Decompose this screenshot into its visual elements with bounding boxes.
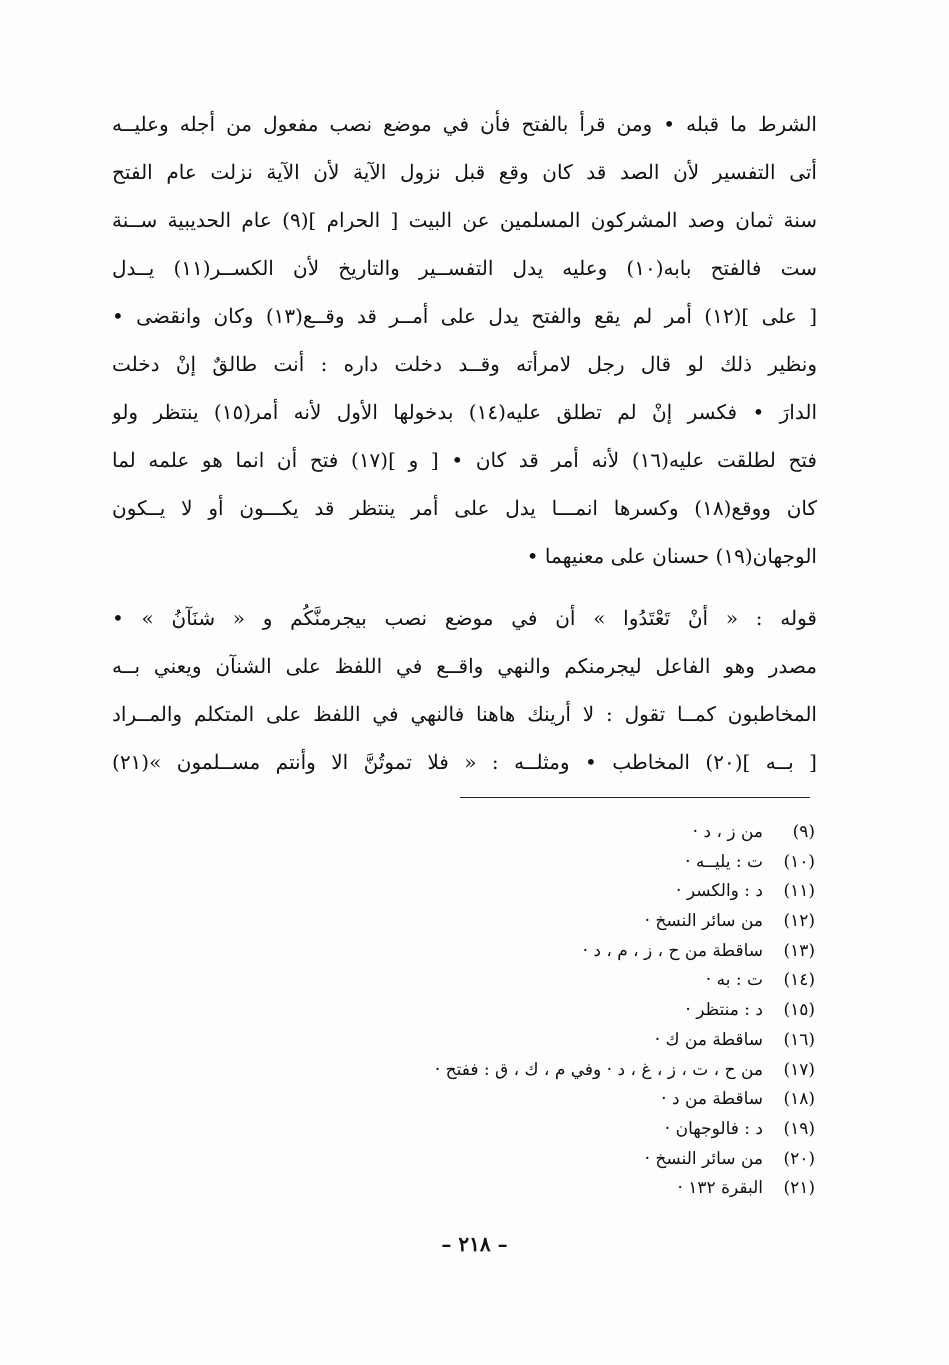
text-line: قوله : « أنْ تَعْتَدُوا » أن في موضع نصب بيجرمنَّكُم و « شنَآنُ » •: [112, 606, 817, 630]
footnote-number: (٢٠): [783, 1148, 815, 1169]
footnote-number: (١٩): [783, 1118, 815, 1139]
footnote-number: (١١): [783, 881, 815, 902]
text-line: فتح لطلقت عليه(١٦) لأنه أمر قد كان • [ و ](١٧) فتح أن انما هو علمه لما: [112, 448, 817, 472]
footnote-number: (١٦): [783, 1029, 815, 1050]
text-line: مصدر وهو الفاعل ليجرمنكم والنهي واقــع في اللفظ على الشنآن ويعني بــه: [112, 654, 817, 678]
text-line: الشرط ما قبله • ومن قرأ بالفتح فأن في موضع نصب مفعول من أجله وعليــه: [112, 112, 817, 136]
footnote-number: (١٣): [783, 940, 815, 961]
footnote-text: من ز ، د ·: [692, 822, 763, 842]
footnote-number: (١٢): [783, 911, 815, 932]
footnote-number: (٢١): [783, 1178, 815, 1199]
footnote: [255, 966, 815, 996]
footnote-number: (٩): [792, 822, 815, 842]
footnote: [255, 818, 815, 848]
footnote-text: ت : يليــه ·: [685, 851, 763, 872]
footnote: [255, 1145, 815, 1175]
text-line: سنة ثمان وصد المشركون المسلمين عن البيت [ الحرام ](٩) عام الحديبية ســنة: [112, 208, 817, 232]
footnote-text: ت : به ·: [705, 970, 763, 991]
footnote: [255, 877, 815, 907]
footnotes: [255, 818, 815, 1204]
footnote: [255, 1085, 815, 1115]
footnote: [255, 1174, 815, 1204]
main-text: [112, 100, 817, 786]
footnote: [255, 937, 815, 967]
page-number: – ٢١٨ –: [441, 1232, 508, 1256]
footnote-text: د : منتظر ·: [685, 1000, 763, 1021]
text-line: الوجهان(١٩) حسنان على معنيهما •: [526, 544, 817, 568]
text-line: [ على ](١٢) أمر لم يقع والفتح يدل على أمــر قد وقــع(١٣) وكان وانقضى •: [112, 304, 817, 328]
footnote-number: (١٤): [783, 970, 815, 991]
text-line: الدارَ • فكسر إنْ لم تطلق عليه(١٤) بدخولها الأول لأنه أمر(١٥) ينتظر ولو: [112, 400, 817, 424]
footnote-text: من سائر النسخ ·: [644, 911, 763, 932]
footnote: [255, 907, 815, 937]
footnote-text: ساقطة من د ·: [661, 1089, 763, 1110]
footnote-text: د : فالوجهان ·: [664, 1118, 763, 1139]
footnote-divider: [460, 797, 810, 798]
footnote-text: من سائر النسخ ·: [644, 1148, 763, 1169]
text-line: أتى التفسير لأن الصد قد كان وقع قبل نزول الآية لأن الآية نزلت عام الفتح: [112, 160, 817, 184]
text-line: ست فالفتح بابه(١٠) وعليه يدل التفســير والتاريخ لأن الكســر(١١) يــدل: [112, 256, 817, 280]
text-line: المخاطبون كمــا تقول : لا أرينك هاهنا فالنهي في اللفظ على المتكلم والمــراد: [112, 702, 817, 726]
footnote-number: (١٥): [783, 1000, 815, 1021]
text-line: [ بــه ](٢٠) المخاطب • ومثلــه : « فلا تموتُنَّ الا وأنتم مســلمون »(٢١): [112, 750, 817, 774]
footnote: [255, 1056, 815, 1086]
footnote: [255, 1115, 815, 1145]
text-line: كان ووقع(١٨) وكسرها انمـــا يدل على أمر ينتظر قد يكـــون أو لا يــكون: [112, 496, 817, 520]
footnote-text: ساقطة من ح ، ز ، م ، د ·: [582, 940, 763, 961]
footnote-text: ساقطة من ك ·: [654, 1029, 763, 1050]
footnote: [255, 1026, 815, 1056]
footnote-text: من ح ، ت ، ز ، غ ، د · وفي م ، ك ، ق : ففتح ·: [434, 1059, 763, 1080]
footnote: [255, 848, 815, 878]
footnote-text: د : والكسر ·: [676, 881, 763, 902]
footnote-number: (١٠): [783, 851, 815, 872]
footnote-number: (١٨): [783, 1089, 815, 1110]
footnote: [255, 996, 815, 1026]
text-line: ونظير ذلك لو قال رجل لامرأته وقــد دخلت داره : أنت طالقٌ إنْ دخلت: [112, 352, 817, 376]
footnote-text: البقرة ١٣٢ ·: [677, 1178, 763, 1199]
footnote-number: (١٧): [783, 1059, 815, 1080]
paragraph-gap: [112, 580, 817, 594]
